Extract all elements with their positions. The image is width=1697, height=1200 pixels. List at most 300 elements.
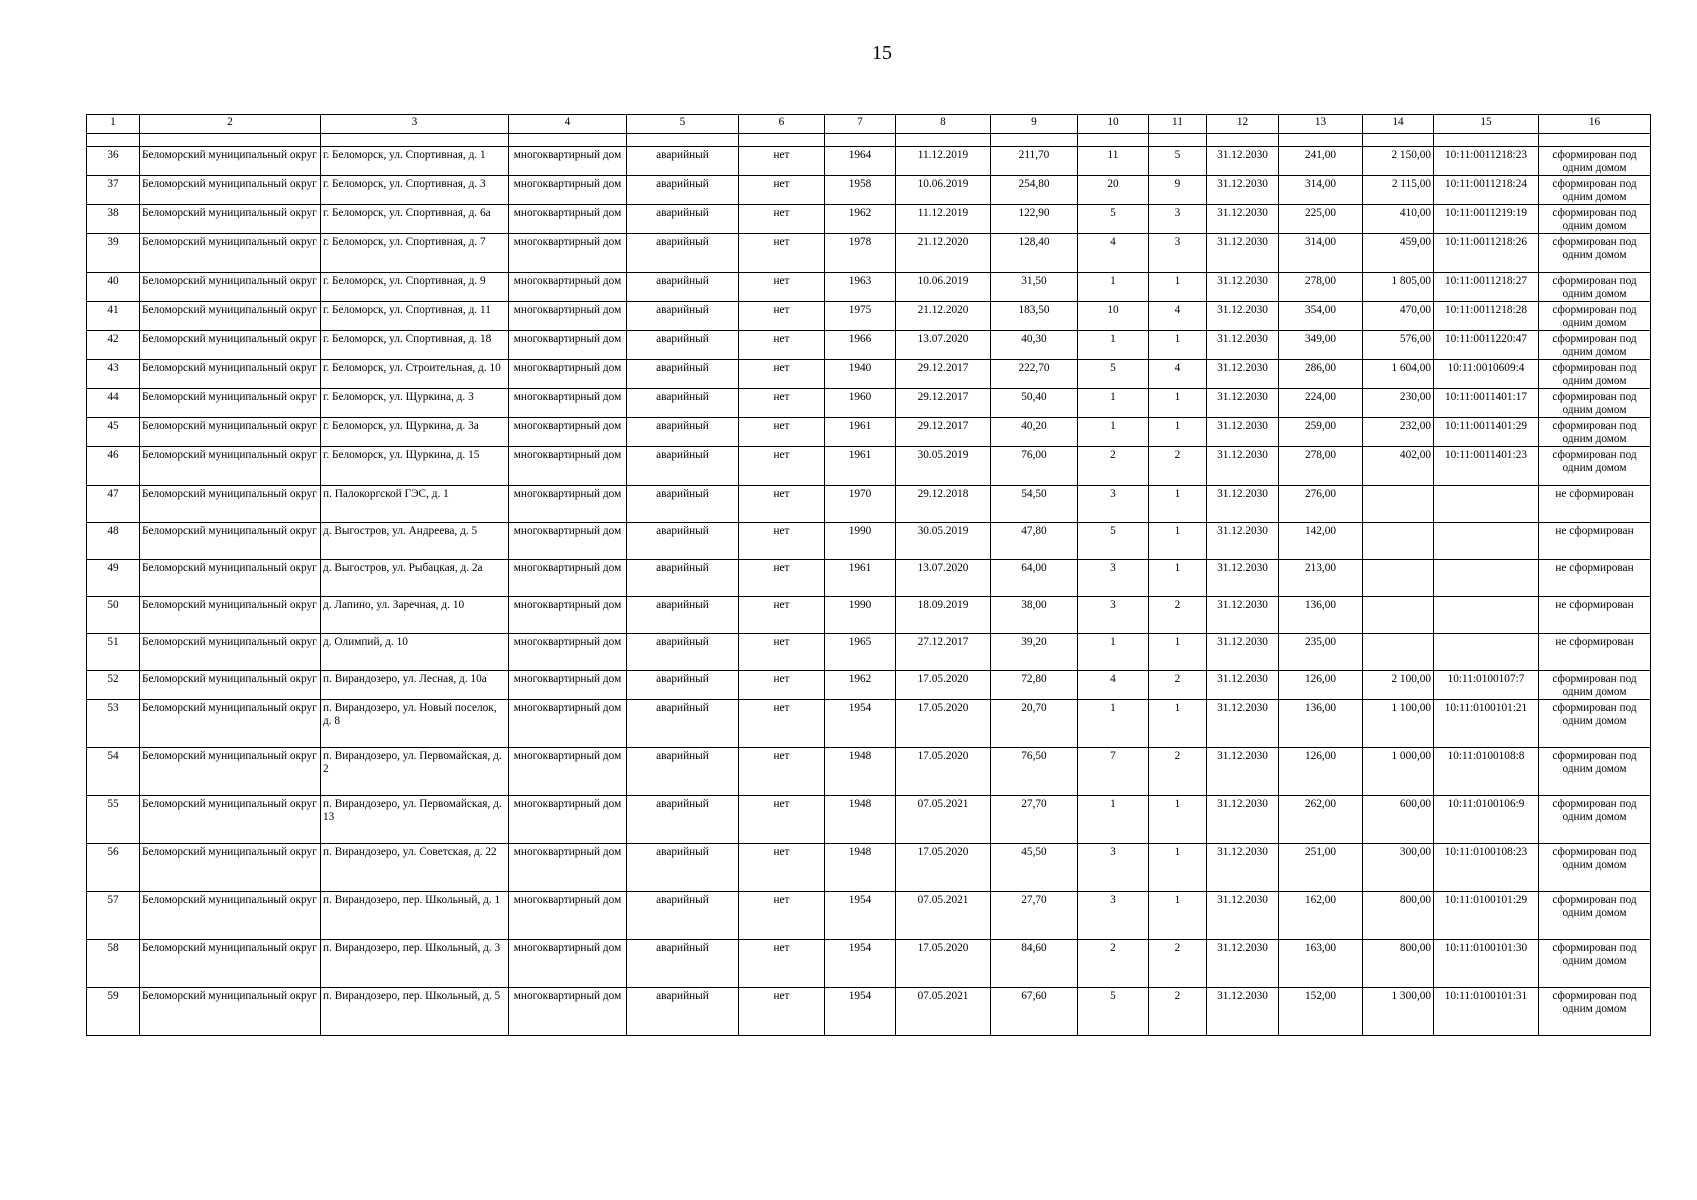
table-row [87, 418, 1651, 447]
table-row [87, 844, 1651, 892]
cell-col-13: 136,00 [1279, 700, 1363, 748]
cell-col-6: нет [739, 748, 825, 796]
header-gap-cell [1078, 134, 1149, 147]
cell-col-11: 1 [1149, 892, 1207, 940]
cell-col-14: 410,00 [1363, 205, 1434, 234]
cell-col-1: 37 [87, 176, 140, 205]
table-row [87, 360, 1651, 389]
cell-col-2: Беломорский муниципальный округ [140, 523, 321, 560]
cell-col-10: 4 [1078, 671, 1149, 700]
cell-col-16: сформирован под одним домом [1539, 671, 1651, 700]
table-row [87, 523, 1651, 560]
cell-col-8: 10.06.2019 [896, 273, 991, 302]
cell-col-15 [1434, 486, 1539, 523]
cell-col-13: 213,00 [1279, 560, 1363, 597]
cell-col-13: 349,00 [1279, 331, 1363, 360]
cell-col-1: 48 [87, 523, 140, 560]
cell-col-14 [1363, 597, 1434, 634]
cell-col-2: Беломорский муниципальный округ [140, 205, 321, 234]
header-gap-row [87, 134, 1651, 147]
cell-col-9: 183,50 [991, 302, 1078, 331]
cell-col-1: 40 [87, 273, 140, 302]
cell-col-13: 126,00 [1279, 748, 1363, 796]
cell-col-4: многоквартирный дом [509, 700, 627, 748]
cell-col-4: многоквартирный дом [509, 988, 627, 1036]
cell-col-12: 31.12.2030 [1207, 331, 1279, 360]
cell-col-15: 10:11:0011401:17 [1434, 389, 1539, 418]
cell-col-14 [1363, 486, 1434, 523]
cell-col-6: нет [739, 273, 825, 302]
cell-col-9: 38,00 [991, 597, 1078, 634]
header-gap-cell [87, 134, 140, 147]
cell-col-15: 10:11:0011220:47 [1434, 331, 1539, 360]
cell-col-9: 31,50 [991, 273, 1078, 302]
cell-col-6: нет [739, 597, 825, 634]
cell-col-13: 251,00 [1279, 844, 1363, 892]
cell-col-8: 21.12.2020 [896, 234, 991, 273]
cell-col-5: аварийный [627, 560, 739, 597]
cell-col-4: многоквартирный дом [509, 796, 627, 844]
cell-col-9: 27,70 [991, 796, 1078, 844]
cell-col-9: 128,40 [991, 234, 1078, 273]
cell-col-8: 07.05.2021 [896, 892, 991, 940]
cell-col-15: 10:11:0100101:21 [1434, 700, 1539, 748]
cell-col-7: 1970 [825, 486, 896, 523]
column-header: 9 [991, 115, 1078, 134]
cell-col-6: нет [739, 988, 825, 1036]
cell-col-8: 21.12.2020 [896, 302, 991, 331]
cell-col-5: аварийный [627, 147, 739, 176]
header-gap-cell [739, 134, 825, 147]
cell-col-14: 300,00 [1363, 844, 1434, 892]
cell-col-5: аварийный [627, 447, 739, 486]
cell-col-7: 1964 [825, 147, 896, 176]
header-row [87, 115, 1651, 134]
table-header [87, 115, 1651, 147]
cell-col-6: нет [739, 418, 825, 447]
cell-col-14: 230,00 [1363, 389, 1434, 418]
column-header: 6 [739, 115, 825, 134]
cell-col-3: д. Олимпий, д. 10 [321, 634, 509, 671]
cell-col-1: 50 [87, 597, 140, 634]
cell-col-8: 17.05.2020 [896, 748, 991, 796]
cell-col-10: 1 [1078, 700, 1149, 748]
column-header: 14 [1363, 115, 1434, 134]
cell-col-3: г. Беломорск, ул. Спортивная, д. 6а [321, 205, 509, 234]
cell-col-7: 1961 [825, 447, 896, 486]
cell-col-3: г. Беломорск, ул. Спортивная, д. 18 [321, 331, 509, 360]
cell-col-3: д. Выгостров, ул. Андреева, д. 5 [321, 523, 509, 560]
cell-col-2: Беломорский муниципальный округ [140, 418, 321, 447]
cell-col-4: многоквартирный дом [509, 273, 627, 302]
cell-col-3: г. Беломорск, ул. Строительная, д. 10 [321, 360, 509, 389]
cell-col-8: 29.12.2017 [896, 389, 991, 418]
cell-col-15: 10:11:0011218:23 [1434, 147, 1539, 176]
cell-col-1: 41 [87, 302, 140, 331]
cell-col-5: аварийный [627, 671, 739, 700]
column-header: 11 [1149, 115, 1207, 134]
cell-col-16: не сформирован [1539, 634, 1651, 671]
cell-col-16: сформирован под одним домом [1539, 176, 1651, 205]
cell-col-3: п. Вирандозеро, ул. Советская, д. 22 [321, 844, 509, 892]
cell-col-13: 225,00 [1279, 205, 1363, 234]
cell-col-1: 38 [87, 205, 140, 234]
header-gap-cell [1207, 134, 1279, 147]
cell-col-1: 57 [87, 892, 140, 940]
cell-col-9: 72,80 [991, 671, 1078, 700]
cell-col-5: аварийный [627, 940, 739, 988]
cell-col-5: аварийный [627, 523, 739, 560]
header-gap-cell [1279, 134, 1363, 147]
cell-col-9: 45,50 [991, 844, 1078, 892]
cell-col-4: многоквартирный дом [509, 523, 627, 560]
cell-col-10: 3 [1078, 597, 1149, 634]
cell-col-10: 1 [1078, 331, 1149, 360]
cell-col-7: 1940 [825, 360, 896, 389]
cell-col-3: г. Беломорск, ул. Щуркина, д. 15 [321, 447, 509, 486]
column-header: 8 [896, 115, 991, 134]
cell-col-11: 2 [1149, 671, 1207, 700]
column-header: 3 [321, 115, 509, 134]
cell-col-15: 10:11:0011401:23 [1434, 447, 1539, 486]
cell-col-13: 278,00 [1279, 273, 1363, 302]
cell-col-8: 30.05.2019 [896, 523, 991, 560]
cell-col-2: Беломорский муниципальный округ [140, 176, 321, 205]
table-row [87, 892, 1651, 940]
column-header: 10 [1078, 115, 1149, 134]
cell-col-11: 1 [1149, 700, 1207, 748]
cell-col-15: 10:11:0011218:27 [1434, 273, 1539, 302]
cell-col-16: не сформирован [1539, 523, 1651, 560]
column-header: 1 [87, 115, 140, 134]
cell-col-5: аварийный [627, 988, 739, 1036]
table-row [87, 700, 1651, 748]
cell-col-10: 1 [1078, 273, 1149, 302]
cell-col-7: 1961 [825, 418, 896, 447]
cell-col-5: аварийный [627, 331, 739, 360]
cell-col-14: 2 100,00 [1363, 671, 1434, 700]
cell-col-8: 07.05.2021 [896, 988, 991, 1036]
cell-col-5: аварийный [627, 486, 739, 523]
cell-col-11: 2 [1149, 447, 1207, 486]
cell-col-13: 142,00 [1279, 523, 1363, 560]
cell-col-8: 13.07.2020 [896, 331, 991, 360]
cell-col-4: многоквартирный дом [509, 147, 627, 176]
column-header: 15 [1434, 115, 1539, 134]
cell-col-14: 470,00 [1363, 302, 1434, 331]
cell-col-1: 51 [87, 634, 140, 671]
cell-col-4: многоквартирный дом [509, 560, 627, 597]
cell-col-4: многоквартирный дом [509, 418, 627, 447]
cell-col-8: 29.12.2017 [896, 360, 991, 389]
cell-col-11: 1 [1149, 523, 1207, 560]
cell-col-16: сформирован под одним домом [1539, 147, 1651, 176]
cell-col-3: п. Вирандозеро, ул. Новый поселок, д. 8 [321, 700, 509, 748]
cell-col-3: п. Палокоргской ГЭС, д. 1 [321, 486, 509, 523]
cell-col-10: 1 [1078, 418, 1149, 447]
cell-col-3: д. Лапино, ул. Заречная, д. 10 [321, 597, 509, 634]
cell-col-12: 31.12.2030 [1207, 302, 1279, 331]
cell-col-14: 2 150,00 [1363, 147, 1434, 176]
cell-col-11: 3 [1149, 234, 1207, 273]
cell-col-5: аварийный [627, 634, 739, 671]
cell-col-6: нет [739, 560, 825, 597]
cell-col-10: 5 [1078, 360, 1149, 389]
cell-col-12: 31.12.2030 [1207, 389, 1279, 418]
table-row [87, 302, 1651, 331]
table-row [87, 447, 1651, 486]
cell-col-4: многоквартирный дом [509, 234, 627, 273]
cell-col-11: 5 [1149, 147, 1207, 176]
cell-col-11: 1 [1149, 273, 1207, 302]
cell-col-2: Беломорский муниципальный округ [140, 389, 321, 418]
cell-col-4: многоквартирный дом [509, 205, 627, 234]
cell-col-15: 10:11:0100108:8 [1434, 748, 1539, 796]
cell-col-2: Беломорский муниципальный округ [140, 273, 321, 302]
cell-col-10: 2 [1078, 447, 1149, 486]
cell-col-15: 10:11:0011218:26 [1434, 234, 1539, 273]
cell-col-2: Беломорский муниципальный округ [140, 486, 321, 523]
cell-col-10: 2 [1078, 940, 1149, 988]
cell-col-7: 1978 [825, 234, 896, 273]
cell-col-13: 278,00 [1279, 447, 1363, 486]
cell-col-16: сформирован под одним домом [1539, 302, 1651, 331]
cell-col-10: 3 [1078, 486, 1149, 523]
cell-col-3: п. Вирандозеро, пер. Школьный, д. 1 [321, 892, 509, 940]
cell-col-12: 31.12.2030 [1207, 597, 1279, 634]
cell-col-14: 232,00 [1363, 418, 1434, 447]
cell-col-9: 64,00 [991, 560, 1078, 597]
cell-col-12: 31.12.2030 [1207, 940, 1279, 988]
cell-col-4: многоквартирный дом [509, 634, 627, 671]
cell-col-10: 5 [1078, 988, 1149, 1036]
cell-col-10: 10 [1078, 302, 1149, 331]
cell-col-11: 1 [1149, 796, 1207, 844]
cell-col-1: 54 [87, 748, 140, 796]
cell-col-16: сформирован под одним домом [1539, 389, 1651, 418]
cell-col-6: нет [739, 147, 825, 176]
cell-col-15: 10:11:0100101:29 [1434, 892, 1539, 940]
cell-col-7: 1975 [825, 302, 896, 331]
header-gap-cell [1363, 134, 1434, 147]
table-body [87, 147, 1651, 1036]
cell-col-1: 49 [87, 560, 140, 597]
cell-col-14: 1 604,00 [1363, 360, 1434, 389]
cell-col-1: 56 [87, 844, 140, 892]
cell-col-12: 31.12.2030 [1207, 234, 1279, 273]
table-row [87, 634, 1651, 671]
cell-col-12: 31.12.2030 [1207, 447, 1279, 486]
cell-col-3: г. Беломорск, ул. Спортивная, д. 11 [321, 302, 509, 331]
cell-col-15: 10:11:0011219:19 [1434, 205, 1539, 234]
cell-col-1: 46 [87, 447, 140, 486]
header-gap-cell [825, 134, 896, 147]
cell-col-4: многоквартирный дом [509, 360, 627, 389]
cell-col-14: 2 115,00 [1363, 176, 1434, 205]
column-header: 5 [627, 115, 739, 134]
cell-col-4: многоквартирный дом [509, 447, 627, 486]
cell-col-11: 1 [1149, 331, 1207, 360]
cell-col-12: 31.12.2030 [1207, 748, 1279, 796]
cell-col-11: 2 [1149, 597, 1207, 634]
cell-col-13: 241,00 [1279, 147, 1363, 176]
cell-col-8: 11.12.2019 [896, 205, 991, 234]
cell-col-6: нет [739, 234, 825, 273]
cell-col-2: Беломорский муниципальный округ [140, 302, 321, 331]
cell-col-1: 58 [87, 940, 140, 988]
cell-col-10: 5 [1078, 205, 1149, 234]
cell-col-7: 1960 [825, 389, 896, 418]
cell-col-9: 67,60 [991, 988, 1078, 1036]
cell-col-1: 59 [87, 988, 140, 1036]
column-header: 16 [1539, 115, 1651, 134]
cell-col-12: 31.12.2030 [1207, 205, 1279, 234]
cell-col-16: не сформирован [1539, 597, 1651, 634]
cell-col-2: Беломорский муниципальный округ [140, 634, 321, 671]
cell-col-14: 459,00 [1363, 234, 1434, 273]
cell-col-14: 402,00 [1363, 447, 1434, 486]
cell-col-16: сформирован под одним домом [1539, 700, 1651, 748]
cell-col-5: аварийный [627, 796, 739, 844]
cell-col-12: 31.12.2030 [1207, 560, 1279, 597]
cell-col-11: 1 [1149, 418, 1207, 447]
cell-col-12: 31.12.2030 [1207, 700, 1279, 748]
cell-col-2: Беломорский муниципальный округ [140, 700, 321, 748]
cell-col-7: 1958 [825, 176, 896, 205]
table-row [87, 940, 1651, 988]
table-row [87, 273, 1651, 302]
header-gap-cell [896, 134, 991, 147]
cell-col-11: 2 [1149, 988, 1207, 1036]
cell-col-8: 17.05.2020 [896, 700, 991, 748]
cell-col-11: 1 [1149, 560, 1207, 597]
cell-col-9: 27,70 [991, 892, 1078, 940]
cell-col-8: 17.05.2020 [896, 940, 991, 988]
cell-col-9: 40,30 [991, 331, 1078, 360]
cell-col-13: 314,00 [1279, 234, 1363, 273]
cell-col-4: многоквартирный дом [509, 892, 627, 940]
cell-col-13: 354,00 [1279, 302, 1363, 331]
cell-col-8: 29.12.2018 [896, 486, 991, 523]
cell-col-15: 10:11:0011218:28 [1434, 302, 1539, 331]
cell-col-10: 7 [1078, 748, 1149, 796]
cell-col-2: Беломорский муниципальный округ [140, 560, 321, 597]
cell-col-2: Беломорский муниципальный округ [140, 940, 321, 988]
cell-col-16: не сформирован [1539, 486, 1651, 523]
table-row [87, 234, 1651, 273]
page-number: 15 [872, 42, 892, 64]
cell-col-11: 1 [1149, 844, 1207, 892]
cell-col-15 [1434, 634, 1539, 671]
cell-col-2: Беломорский муниципальный округ [140, 748, 321, 796]
cell-col-12: 31.12.2030 [1207, 418, 1279, 447]
cell-col-16: не сформирован [1539, 560, 1651, 597]
cell-col-2: Беломорский муниципальный округ [140, 234, 321, 273]
cell-col-2: Беломорский муниципальный округ [140, 988, 321, 1036]
cell-col-5: аварийный [627, 389, 739, 418]
cell-col-14: 576,00 [1363, 331, 1434, 360]
cell-col-1: 47 [87, 486, 140, 523]
cell-col-5: аварийный [627, 273, 739, 302]
cell-col-8: 17.05.2020 [896, 844, 991, 892]
cell-col-2: Беломорский муниципальный округ [140, 597, 321, 634]
cell-col-12: 31.12.2030 [1207, 176, 1279, 205]
cell-col-1: 43 [87, 360, 140, 389]
cell-col-12: 31.12.2030 [1207, 671, 1279, 700]
cell-col-3: г. Беломорск, ул. Щуркина, д. 3а [321, 418, 509, 447]
column-header: 13 [1279, 115, 1363, 134]
cell-col-6: нет [739, 205, 825, 234]
cell-col-7: 1961 [825, 560, 896, 597]
cell-col-6: нет [739, 634, 825, 671]
cell-col-12: 31.12.2030 [1207, 523, 1279, 560]
cell-col-3: г. Беломорск, ул. Спортивная, д. 1 [321, 147, 509, 176]
cell-col-9: 76,50 [991, 748, 1078, 796]
cell-col-6: нет [739, 844, 825, 892]
table-row [87, 147, 1651, 176]
cell-col-13: 262,00 [1279, 796, 1363, 844]
cell-col-12: 31.12.2030 [1207, 988, 1279, 1036]
cell-col-7: 1954 [825, 988, 896, 1036]
cell-col-8: 11.12.2019 [896, 147, 991, 176]
cell-col-3: п. Вирандозеро, пер. Школьный, д. 5 [321, 988, 509, 1036]
cell-col-8: 10.06.2019 [896, 176, 991, 205]
cell-col-4: многоквартирный дом [509, 331, 627, 360]
cell-col-15: 10:11:0011401:29 [1434, 418, 1539, 447]
cell-col-3: п. Вирандозеро, ул. Первомайская, д. 2 [321, 748, 509, 796]
cell-col-9: 84,60 [991, 940, 1078, 988]
cell-col-15: 10:11:0100108:23 [1434, 844, 1539, 892]
cell-col-2: Беломорский муниципальный округ [140, 892, 321, 940]
cell-col-5: аварийный [627, 234, 739, 273]
cell-col-3: г. Беломорск, ул. Спортивная, д. 7 [321, 234, 509, 273]
cell-col-6: нет [739, 892, 825, 940]
cell-col-16: сформирован под одним домом [1539, 940, 1651, 988]
cell-col-11: 9 [1149, 176, 1207, 205]
cell-col-6: нет [739, 176, 825, 205]
cell-col-15: 10:11:0100101:30 [1434, 940, 1539, 988]
header-gap-cell [627, 134, 739, 147]
column-header: 12 [1207, 115, 1279, 134]
cell-col-1: 42 [87, 331, 140, 360]
cell-col-7: 1962 [825, 671, 896, 700]
cell-col-6: нет [739, 796, 825, 844]
cell-col-11: 2 [1149, 748, 1207, 796]
cell-col-3: д. Выгостров, ул. Рыбацкая, д. 2а [321, 560, 509, 597]
cell-col-16: сформирован под одним домом [1539, 988, 1651, 1036]
cell-col-13: 259,00 [1279, 418, 1363, 447]
table-row [87, 796, 1651, 844]
cell-col-15: 10:11:0010609:4 [1434, 360, 1539, 389]
cell-col-4: многоквартирный дом [509, 486, 627, 523]
cell-col-4: многоквартирный дом [509, 844, 627, 892]
cell-col-9: 54,50 [991, 486, 1078, 523]
cell-col-12: 31.12.2030 [1207, 273, 1279, 302]
cell-col-8: 27.12.2017 [896, 634, 991, 671]
table-row [87, 486, 1651, 523]
cell-col-6: нет [739, 447, 825, 486]
cell-col-8: 07.05.2021 [896, 796, 991, 844]
cell-col-9: 47,80 [991, 523, 1078, 560]
cell-col-8: 29.12.2017 [896, 418, 991, 447]
header-gap-cell [1539, 134, 1651, 147]
cell-col-10: 1 [1078, 634, 1149, 671]
cell-col-5: аварийный [627, 360, 739, 389]
cell-col-10: 3 [1078, 892, 1149, 940]
cell-col-12: 31.12.2030 [1207, 796, 1279, 844]
cell-col-6: нет [739, 389, 825, 418]
cell-col-7: 1965 [825, 634, 896, 671]
